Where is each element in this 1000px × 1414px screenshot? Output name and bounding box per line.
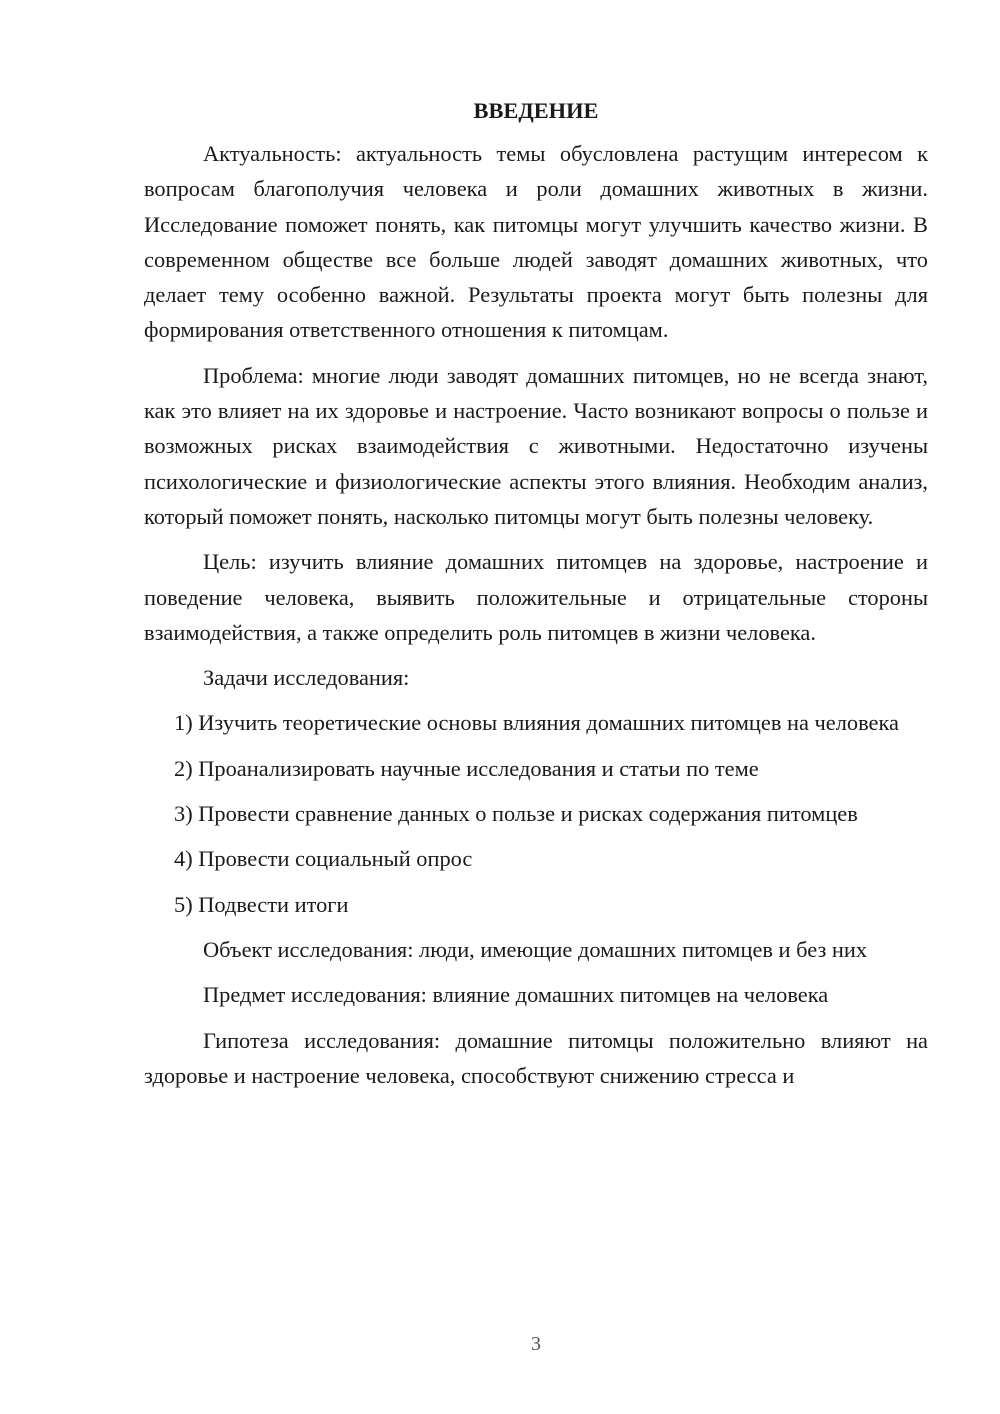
page-number: 3 [531, 1333, 541, 1355]
relevance-paragraph: Актуальность: актуальность темы обусловлена растущим интересом к вопросам благополучия человека и роли домашних животных в жизни. Исследование поможет понять, как питомцы могут улучшить качество жизни. В современном обществе все больше людей заводят домашних животных, что делает тему особенно важной. Результаты проекта могут быть полезны для формирования ответственного отношения к питомцам. [144, 141, 928, 343]
task-item-1: 1) Изучить теоретические основы влияния домашних питомцев на человека [174, 710, 899, 736]
tasks-title: Задачи исследования: [203, 665, 410, 691]
problem-paragraph: Проблема: многие люди заводят домашних питомцев, но не всегда знают, как это влияет на их здоровье и настроение. Часто возникают вопросы о пользе и возможных рисках взаимодействия с животными. Недостаточно изучены психологические и физиологические аспекты этого влияния. Необходим анализ, который поможет понять, насколько питомцы могут быть полезны человеку. [144, 362, 928, 529]
subject-paragraph: Предмет исследования: влияние домашних питомцев на человека [203, 982, 829, 1008]
task-item-5: 5) Подвести итоги [174, 891, 349, 917]
task-item-3: 3) Провести сравнение данных о пользе и рисках содержания питомцев [174, 801, 858, 827]
section-heading: ВВЕДЕНИЕ [473, 98, 599, 123]
goal-paragraph: Цель: изучить влияние домашних питомцев на здоровье, настроение и поведение человека, выявить положительные и отрицательные стороны взаимодействия, а также определить роль питомцев в жизни человека. [144, 549, 928, 645]
task-item-4: 4) Провести социальный опрос [174, 846, 473, 872]
hypothesis-paragraph: Гипотеза исследования: домашние питомцы положительно влияют на здоровье и настроение человека, способствуют снижению стресса и [144, 1027, 928, 1088]
page-body [144, 96, 928, 1093]
task-item-2: 2) Проанализировать научные исследования и статьи по теме [174, 755, 759, 781]
object-paragraph: Объект исследования: люди, имеющие домашних питомцев и без них [203, 936, 868, 962]
